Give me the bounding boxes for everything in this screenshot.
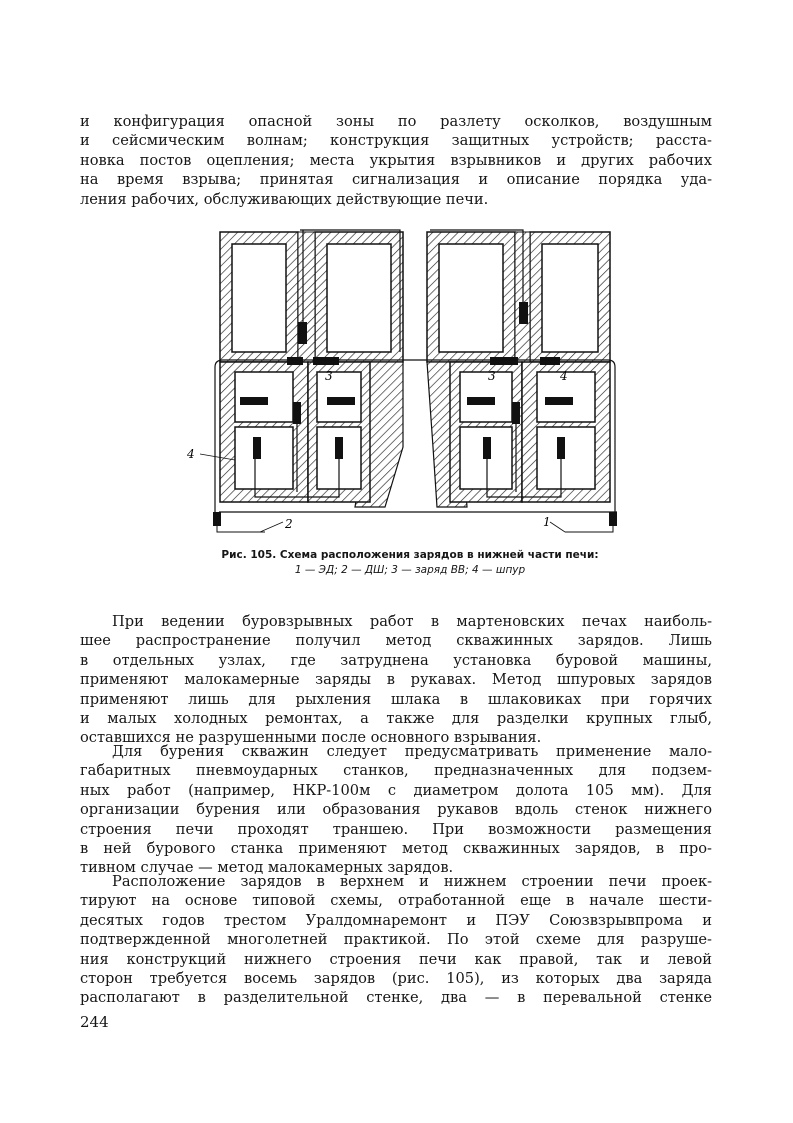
text-line: применяют малокамерные заряды в рукавах. Метод шпуровых зарядов — [80, 671, 712, 689]
text-line: в отдельных узлах, где затруднена установка буровой машины, — [80, 651, 712, 669]
paragraph-2 — [80, 742, 712, 878]
label-1: 1 — [543, 515, 551, 529]
label-3-left: 3 — [325, 369, 333, 383]
text-line: и малых холодных ремонтах, а также для разделки крупных глыб, — [80, 709, 712, 727]
text-line: и сейсмическим волнам; конструкция защитных устройств; расста- — [80, 132, 712, 150]
text-line: ния конструкций нижнего строения печи как правой, так и левой — [80, 950, 712, 968]
text-line: подтвержденной многолетней практикой. По этой схеме для разруше- — [80, 931, 712, 949]
text-line: При ведении буровзрывных работ в мартеновских печах наиболь- — [112, 613, 712, 630]
text-line: в ней бурового станка применяют метод скважинных зарядов, в про- — [80, 839, 712, 857]
text-line: на время взрыва; принятая сигнализация и описание порядка уда- — [80, 171, 712, 189]
label-2: 2 — [285, 517, 293, 531]
paragraph-3 — [80, 872, 712, 1008]
text-line: Для бурения скважин следует предусматривать применение мало- — [112, 743, 712, 760]
text-line: тируют на основе типовой схемы, отработанной еще в начале шести- — [80, 892, 712, 910]
text-line: Расположение зарядов в верхнем и нижнем строении печи проек- — [112, 873, 712, 890]
text-line: тивном случае — метод малокамерных зарядов. — [80, 859, 454, 877]
text-line: сторон требуется восемь зарядов (рис. 105), из которых два заряда — [80, 969, 712, 987]
detonator-right — [609, 512, 617, 526]
text-line: строения печи проходят траншею. При возможности размещения — [80, 820, 712, 838]
left-upper-structure — [220, 232, 403, 362]
furnace-charge-diagram — [187, 222, 625, 540]
figure-caption-legend: 1 — ЭД; 2 — ДШ; 3 — заряд ВВ; 4 — шпур — [294, 564, 526, 576]
text-line: располагают в разделительной стенке, два — в перевальной стенке — [80, 989, 712, 1007]
label-4-right: 4 — [560, 369, 568, 383]
text-line: ления рабочих, обслуживающих действующие печи. — [80, 190, 489, 208]
lower-structure — [220, 362, 610, 502]
text-line: новка постов оцепления; места укрытия взрывников и других рабочих — [80, 151, 712, 169]
text-line: оставшихся не разрушенными после основного взрывания. — [80, 729, 542, 747]
figure-caption-title: Рис. 105. Схема расположения зарядов в нижней части печи: — [221, 549, 599, 561]
top-paragraph — [80, 112, 712, 209]
text-line: организации бурения или образования рукавов вдоль стенок нижнего — [80, 801, 712, 819]
text-line: применяют лишь для рыхления шлака в шлаковиках при горячих — [80, 690, 712, 708]
right-upper-structure — [427, 232, 610, 362]
page-number: 244 — [80, 1013, 109, 1031]
text-line: и конфигурация опасной зоны по разлету осколков, воздушным — [80, 113, 712, 130]
detonator-left — [213, 512, 221, 526]
text-line: ных работ (например, НКР-100м с диаметром долота 105 мм). Для — [80, 781, 712, 799]
paragraph-1 — [80, 612, 712, 748]
label-4-left: 4 — [187, 447, 195, 461]
text-line: десятых годов трестом Уралдомнаремонт и ПЭУ Союзвзрывпрома и — [80, 911, 712, 929]
text-line: габаритных пневмоударных станков, предназначенных для подзем- — [80, 762, 712, 780]
label-3-right: 3 — [488, 369, 496, 383]
text-line: шее распространение получил метод скважинных зарядов. Лишь — [80, 632, 712, 650]
